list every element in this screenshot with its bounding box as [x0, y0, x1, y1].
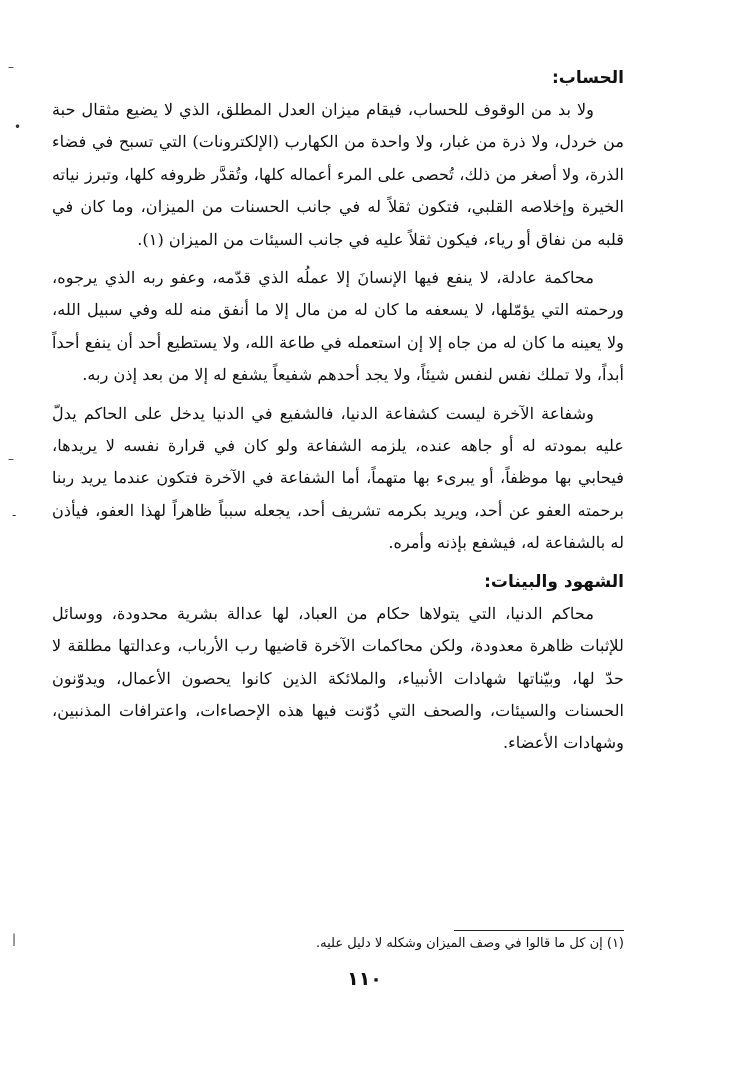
margin-dash-mark: –	[8, 452, 14, 466]
section-heading-witnesses: الشهود والبينات:	[484, 571, 624, 592]
paragraph-hisab-3: وشفاعة الآخرة ليست كشفاعة الدنيا، فالشفيع في الدنيا يدخل على الحاكم يدلّ عليه بمودته له أو جاهه عنده، يلزمه الشفاعة ولو كان في قرارة نفسه لا يريدها، فيحابي بها موظفاً، أو يبرىء بها متهماً، أما الشفاعة في الآخرة فتكون عندما يريد ربنا برحمته العفو عن أحد، ويريد بكرمه تشريف أحد، يجعله سبباً ظاهراً لهذا العفو، فيأذن له بالشفاعة له، فيشفع بإذنه وأمره.	[52, 403, 624, 553]
margin-tick-mark: |	[12, 932, 17, 946]
section-heading-hisab: الحساب:	[551, 68, 624, 88]
footnote: (١) إن كل ما قالوا في وصف الميزان وشكله لا دليل عليه.	[316, 936, 624, 951]
page-number: ١١٠	[347, 968, 382, 990]
paragraph-witnesses-1: محاكم الدنيا، التي يتولاها حكام من العباد، لها عدالة بشرية محدودة، ووسائل للإثبات ظاهرة معدودة، ولكن محاكمات الآخرة قاضيها رب الأرباب، وعدالتها مطلقة لا حدّ لها، وبيّناتها شهادات الأنبياء، والملائكة الذين كانوا يحصون الأعمال، ويدوّنون الحسنات والسيئات، والصحف التي دُوّنت فيها هذه الإحصاءات، واعترافات المذنبين، وشهادات الأعضاء.	[52, 603, 624, 753]
page-body	[52, 62, 624, 760]
footnote-divider	[454, 930, 624, 931]
margin-dot-mark: •	[14, 120, 22, 134]
paragraph-hisab-2: محاكمة عادلة، لا ينفع فيها الإنسانَ إلا عملُه الذي قدّمه، وعفو ربه الذي يرجوه، ورحمته التي يؤمّلها، لا يسعفه ما كان له من مال إلا ما أنفق منه لله وفي سبيل الله، ولا يعينه ما كان له من جاه إلا إن استعمله في طاعة الله، ولا يستطيع أحد أن ينفع أحداً أبداً، ولا تملك نفس لنفس شيئاً، ولا يجد أحدهم شفيعاً يشفع له إلا من بعد إذن ربه.	[52, 268, 624, 385]
margin-dash-mark: –	[8, 60, 14, 74]
paragraph-hisab-1: ولا بد من الوقوف للحساب، فيقام ميزان العدل المطلق، الذي لا يضيع مثقال حبة من خردل، ولا ذرة من غبار، ولا واحدة من الكهارب (الإلكترونات) التي تسبح في فضاء الذرة، ولا أصغر من ذلك، تُحصى على المرء أعماله كلها، وتُقدَّر ظروفه كلها، وتبرز نياته الخيرة وإخلاصه القلبي، فتكون ثقلاً له في جانب الحسنات من الميزان، وما كان في قلبه من نفاق أو رياء، فيكون ثقلاً عليه في جانب السيئات من الميزان (١).	[52, 100, 624, 249]
margin-dash-mark: -	[12, 508, 17, 522]
